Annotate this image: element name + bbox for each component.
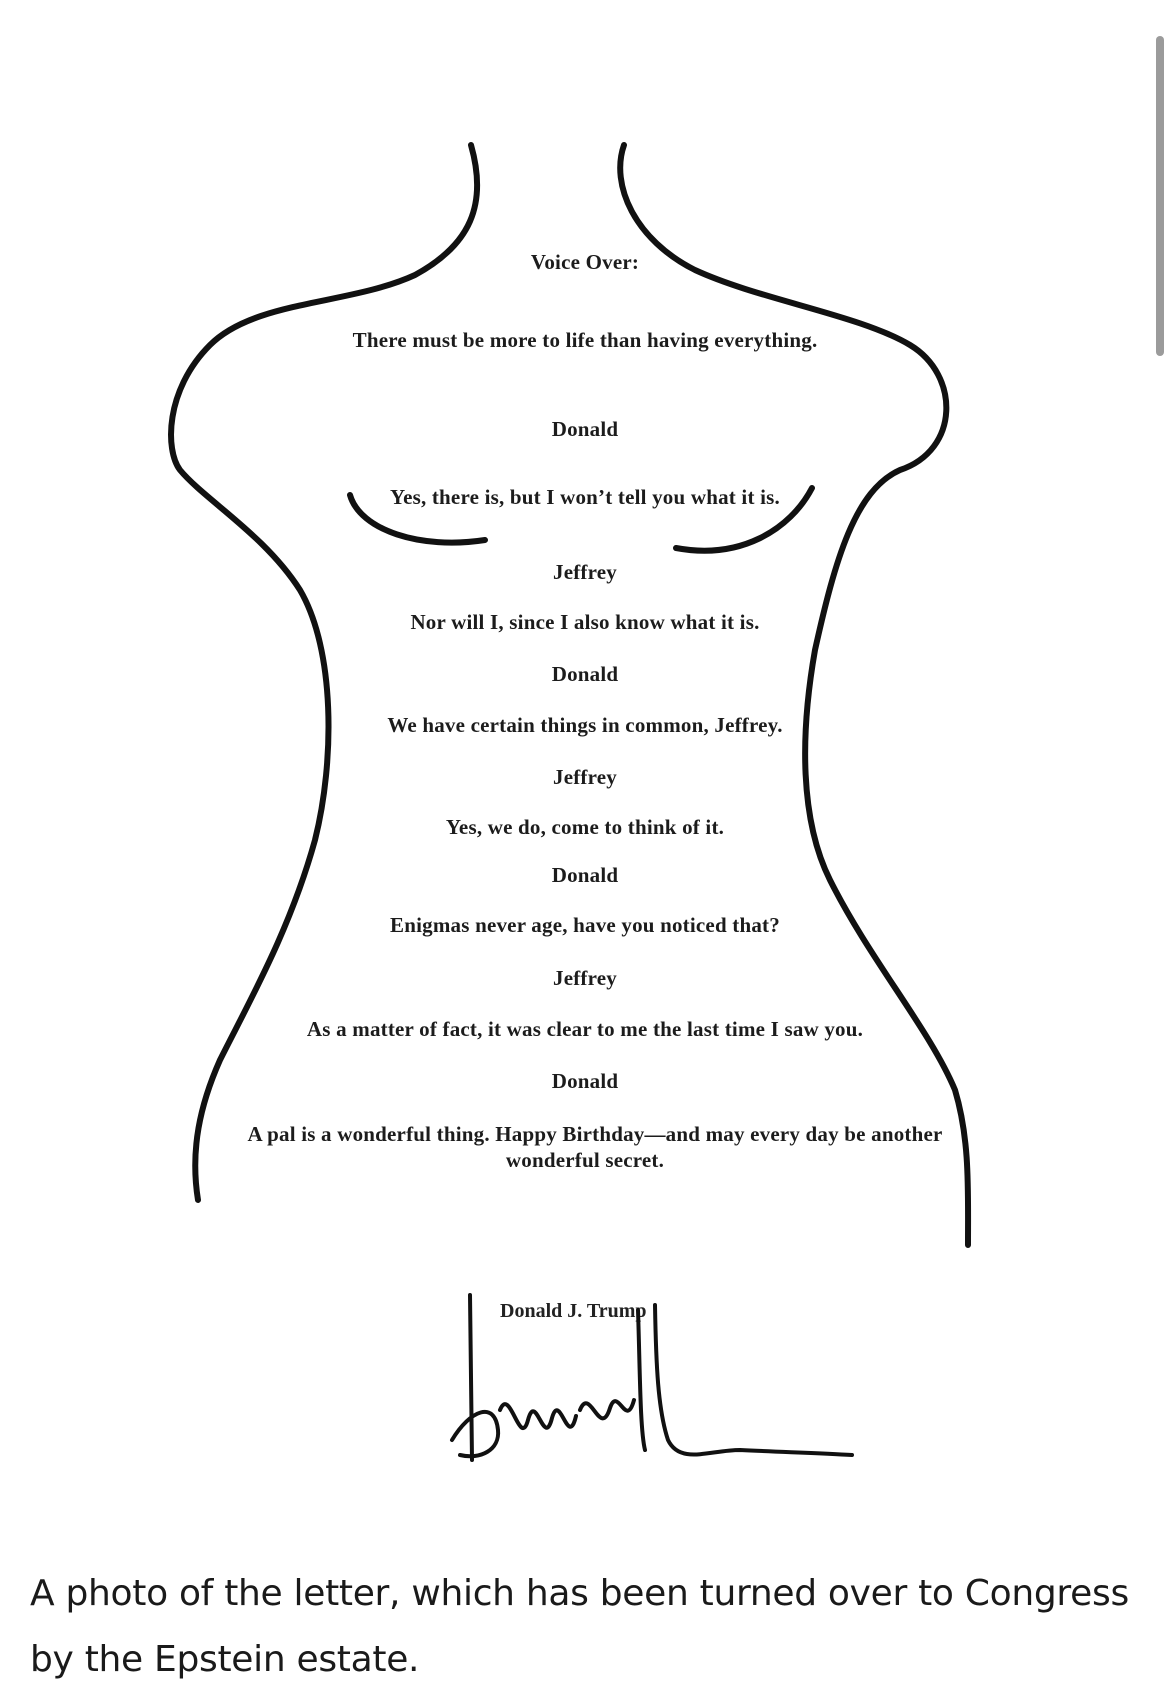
letter-line-voice-over: Voice Over: [530,250,640,274]
scrollbar-thumb[interactable] [1156,36,1164,356]
letter-line-dialogue: wonderful secret. [505,1148,665,1172]
letter-line-speaker: Donald [551,1069,619,1093]
letter-line-dialogue: There must be more to life than having everything. [352,328,818,352]
handwritten-signature [440,1290,860,1475]
letter-line-dialogue: A pal is a wonderful thing. Happy Birthday—and may every day be another [247,1122,943,1146]
letter-line-dialogue: Nor will I, since I also know what it is. [410,610,760,634]
letter-line-speaker: Donald [551,863,619,887]
letter-line-dialogue: As a matter of fact, it was clear to me the last time I saw you. [306,1017,864,1041]
image-caption: A photo of the letter, which has been turned over to Congress by the Epstein estate. [30,1573,1129,1680]
letter-line-speaker: Donald [551,417,619,441]
letter-line-dialogue: Yes, we do, come to think of it. [445,815,725,839]
letter-line-speaker: Donald [551,662,619,686]
letter-line-dialogue: Enigmas never age, have you noticed that? [390,913,780,937]
letter-line-speaker: Jeffrey [553,765,617,789]
letter-line-speaker: Jeffrey [553,966,617,990]
letter-line-dialogue: We have certain things in common, Jeffrey. [387,713,783,737]
letter-line-dialogue: Yes, there is, but I won’t tell you what it is. [390,485,780,509]
letter-line-speaker: Jeffrey [553,560,617,584]
signature-printed-name: Donald J. Trump [500,1300,647,1322]
